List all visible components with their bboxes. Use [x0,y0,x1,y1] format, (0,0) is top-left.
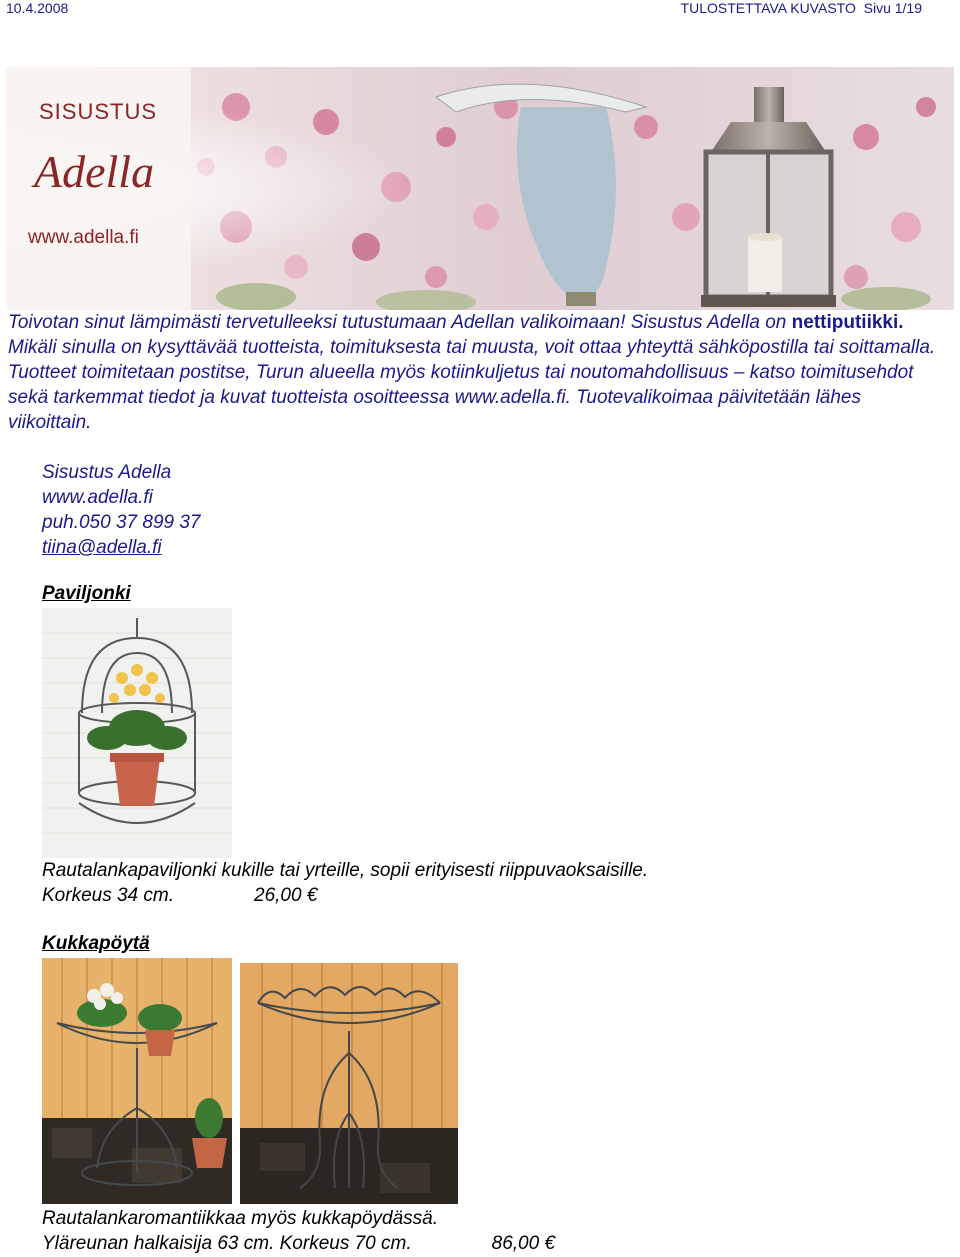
brand-url: www.adella.fi [28,227,139,248]
product-photo-kukkapoyta-2 [240,963,458,1204]
product-title-paviljonki: Paviljonki [42,583,131,604]
brand-tagline: SISUSTUS [39,99,158,124]
product-details-paviljonki: Korkeus 34 cm. [42,885,174,906]
header-banner [6,67,954,310]
contact-block [42,460,201,560]
page-number: Sivu 1/19 [863,0,922,16]
product-price-paviljonki: 26,00 € [254,885,318,906]
contact-name: Sisustus Adella [42,462,172,483]
print-title: TULOSTETTAVA KUVASTO Sivu 1/19 [680,0,922,16]
product-description-paviljonki: Rautalankapaviljonki kukille tai yrteille, sopii erityisesti riippuvaoksaisille. Korkeus 34 cm. 26,00 € [42,860,649,906]
product-details-kukkapoyta: Yläreunan halkaisija 63 cm. Korkeus 70 cm. [42,1233,412,1254]
product-title-kukkapoyta: Kukkapöytä [42,933,150,954]
print-date: 10.4.2008 [6,0,69,16]
banner-image [6,67,954,310]
product-photo-kukkapoyta-1 [42,958,232,1204]
contact-email-link[interactable]: tiina@adella.fi [42,537,162,558]
brand-logo: Adella [34,146,155,197]
product-price-kukkapoyta: 86,00 € [491,1233,556,1254]
contact-phone: puh.050 37 899 37 [42,512,201,533]
product-description-kukkapoyta: Rautalankaromantiikkaa myös kukkapöydässä. Yläreunan halkaisija 63 cm. Korkeus 70 cm. 86,00 € [42,1208,556,1254]
product-photo-paviljonki [42,608,232,858]
intro-paragraph: Toivotan sinut lämpimästi tervetulleeksi tutustumaan Adellan valikoimaan! Sisustus Adella on nettiputiikki. Mikäli sinulla on kysyttävää tuotteista, toimituksesta tai muusta, voit ottaa yhteyttä sähköpostilla tai soittamalla. Tuotteet toimitetaan postitse, Turun alueella myös kotiinkuljetus tai noutomahdollisuus – katso toimitusehdot sekä tarkemmat tiedot ja kuvat tuotteista osoitteessa www.adella.fi. Tuotevalikoimaa päivitetään lähes viikoittain. [8,312,936,433]
intro-website-link[interactable]: www.adella.fi [454,387,566,408]
print-header [0,0,960,16]
contact-website: www.adella.fi [42,487,153,508]
